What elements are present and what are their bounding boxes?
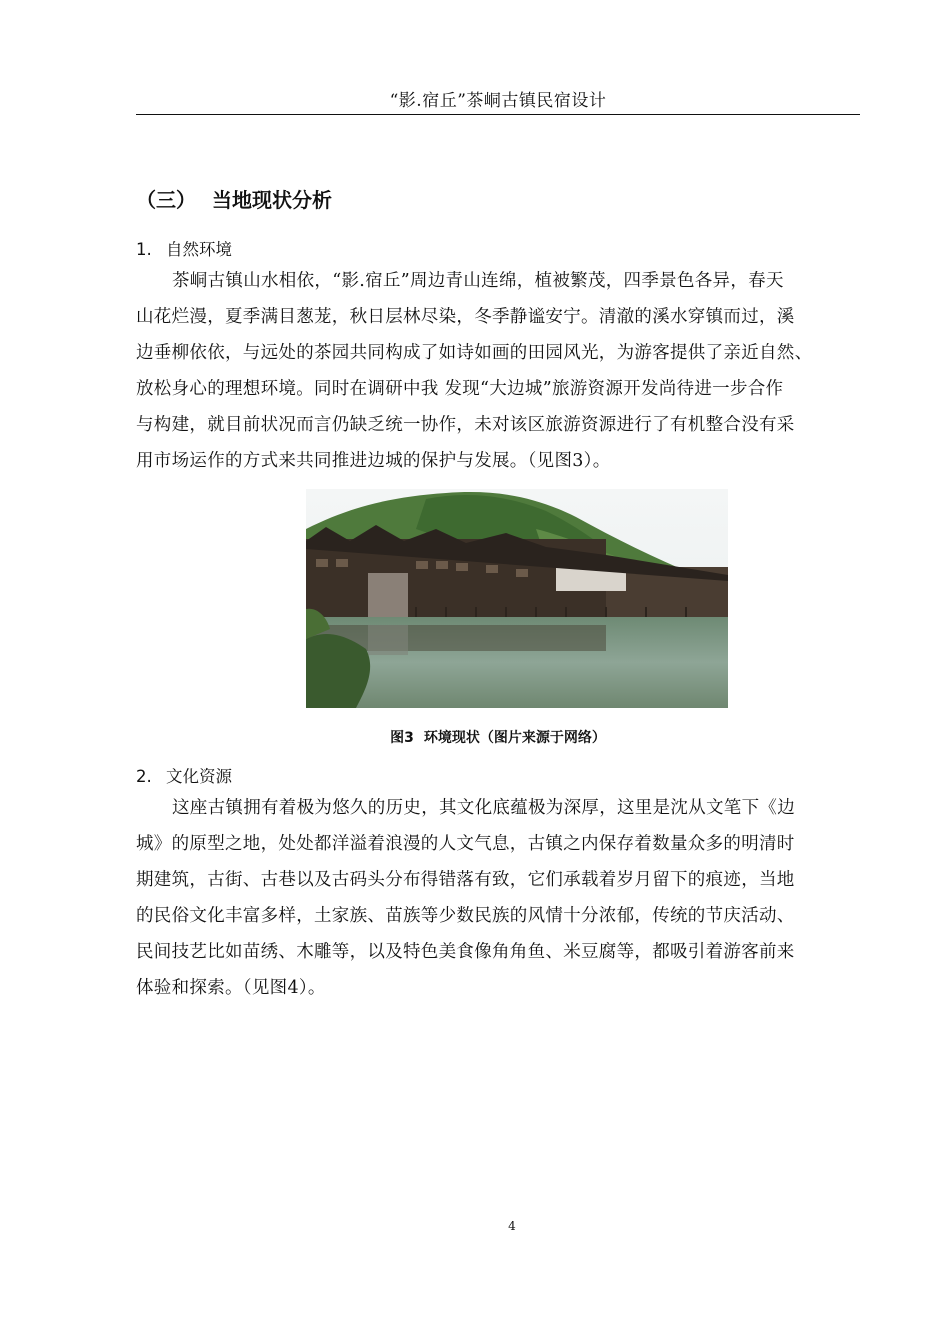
paragraph-natural-environment [136,263,860,479]
paragraph-line: 这座古镇拥有着极为悠久的历史，其文化底蕴极为深厚，这里是沈从文笔下《边 [172,798,795,818]
paragraph-line: 放松身心的理想环境。同时在调研中我 发现“大边城”旅游资源开发尚待进一步合作 [136,379,784,399]
subheading-natural-environment [136,238,232,262]
paragraph-line: 边垂柳依依，与远处的茶园共同构成了如诗如画的田园风光，为游客提供了亲近自然、 [136,343,813,363]
paragraph-line: 体验和探索。（见图4）。 [136,978,326,998]
paragraph-cultural-resources [136,790,860,1006]
subheading-number: 1. [136,240,152,259]
section-number: （三） [136,188,196,212]
paragraph-line: 城》的原型之地，处处都洋溢着浪漫的人文气息，古镇之内保存着数量众多的明清时 [136,834,795,854]
paragraph-line: 茶峒古镇山水相依，“影.宿丘”周边青山连绵，植被繁茂，四季景色各异，春天 [172,271,784,291]
paragraph-line: 山花烂漫，夏季满目葱茏，秋日层林尽染，冬季静谧安宁。清澈的溪水穿镇而过，溪 [136,307,795,327]
figure-number: 图3 [390,730,414,746]
paragraph-line: 期建筑，古街、古巷以及古码头分布得错落有致，它们承载着岁月留下的痕迹，当地 [136,870,795,890]
paragraph-line: 与构建，就目前状况而言仍缺乏统一协作，未对该区旅游资源进行了有机整合没有采 [136,415,795,435]
running-header: “影.宿丘”茶峒古镇民宿设计 [389,91,607,111]
paragraph-line: 民间技艺比如苗绣、木雕等，以及特色美食像角角鱼、米豆腐等，都吸引着游客前来 [136,942,795,962]
page-number: 4 [508,1219,516,1233]
subheading-number: 2. [136,767,152,786]
subheading-title: 文化资源 [166,767,232,786]
subheading-cultural-resources [136,765,232,789]
section-heading [136,186,332,214]
section-title: 当地现状分析 [212,188,332,212]
paragraph-line: 用市场运作的方式来共同推进边城的保护与发展。（见图3）。 [136,451,611,471]
header-rule [136,114,860,115]
paragraph-line: 的民俗文化丰富多样，土家族、苗族等少数民族的风情十分浓郁，传统的节庆活动、 [136,906,795,926]
figure-caption [136,728,860,748]
riverside-town-photo [306,489,728,708]
figure-town-photo [306,489,728,708]
subheading-title: 自然环境 [166,240,232,259]
figure-caption-text: 环境现状（图片来源于网络） [423,730,606,746]
